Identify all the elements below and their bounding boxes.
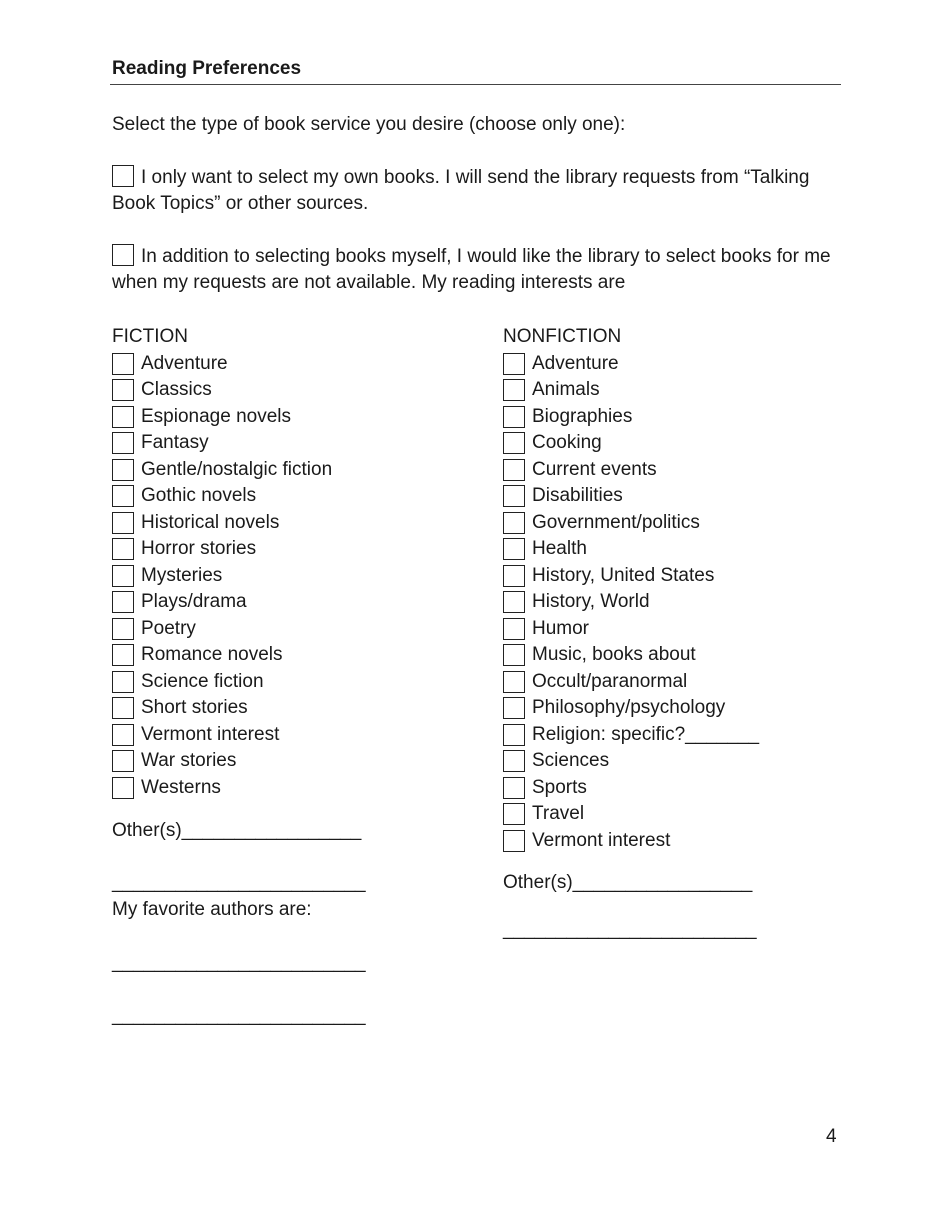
nonfiction-column: [503, 324, 759, 854]
checkbox[interactable]: [503, 485, 525, 507]
nonfiction-item-history-world[interactable]: [503, 589, 759, 616]
fiction-item-gentle-nostalgic-fiction[interactable]: [112, 457, 332, 484]
service-option-own-books: [112, 165, 832, 217]
fiction-item-label: Westerns: [141, 776, 221, 798]
checkbox[interactable]: [503, 406, 525, 428]
fiction-item-label: Mysteries: [141, 564, 223, 586]
service-option-own-books-label: I only want to select my own books. I will send the library requests from “Talking Book Topics” or other sources.: [112, 167, 810, 214]
page-title: Reading Preferences: [112, 58, 302, 79]
checkbox[interactable]: [503, 830, 525, 852]
fiction-item-adventure[interactable]: [112, 351, 332, 378]
checkbox[interactable]: [112, 353, 134, 375]
checkbox[interactable]: [112, 644, 134, 666]
fiction-item-war-stories[interactable]: [112, 748, 332, 775]
checkbox[interactable]: [503, 644, 525, 666]
nonfiction-item-government-politics[interactable]: [503, 510, 759, 537]
checkbox[interactable]: [503, 565, 525, 587]
nonfiction-item-history-united-states[interactable]: [503, 563, 759, 590]
checkbox[interactable]: [112, 671, 134, 693]
favorite-authors-line-2[interactable]: ________________________: [112, 1005, 366, 1026]
page-number: 4: [826, 1126, 837, 1147]
favorite-authors-line-1[interactable]: ________________________: [112, 952, 366, 973]
fiction-item-mysteries[interactable]: [112, 563, 332, 590]
service-option-own-books-checkbox[interactable]: [112, 165, 134, 187]
checkbox[interactable]: [503, 671, 525, 693]
checkbox[interactable]: [112, 432, 134, 454]
fiction-item-label: Gothic novels: [141, 485, 257, 506]
nonfiction-item-label: Philosophy/psychology: [532, 697, 726, 718]
fiction-item-label: Short stories: [141, 697, 248, 718]
checkbox[interactable]: [503, 512, 525, 534]
checkbox[interactable]: [112, 565, 134, 587]
fiction-item-label: Poetry: [141, 617, 196, 639]
favorite-authors-label: My favorite authors are:: [112, 899, 312, 920]
service-option-library-selects-checkbox[interactable]: [112, 244, 134, 266]
checkbox[interactable]: [503, 353, 525, 375]
checkbox[interactable]: [503, 459, 525, 481]
nonfiction-item-label: Animals: [532, 379, 600, 400]
fiction-item-label: Espionage novels: [141, 405, 291, 427]
nonfiction-item-vermont-interest[interactable]: [503, 828, 759, 855]
fiction-list: [112, 351, 332, 802]
fiction-item-label: Plays/drama: [141, 591, 247, 612]
fiction-item-westerns[interactable]: [112, 775, 332, 802]
checkbox[interactable]: [112, 459, 134, 481]
title-rule: [110, 84, 841, 85]
nonfiction-heading: NONFICTION: [503, 326, 622, 347]
fiction-heading: FICTION: [112, 326, 188, 347]
nonfiction-item-travel[interactable]: [503, 801, 759, 828]
checkbox[interactable]: [503, 750, 525, 772]
nonfiction-list: [503, 351, 759, 855]
fiction-item-romance-novels[interactable]: [112, 642, 332, 669]
checkbox[interactable]: [112, 379, 134, 401]
fiction-item-label: Fantasy: [141, 432, 209, 453]
fiction-item-label: Horror stories: [141, 538, 257, 559]
fiction-item-label: Historical novels: [141, 511, 280, 533]
fiction-column: [112, 324, 332, 801]
checkbox[interactable]: [503, 724, 525, 746]
fiction-item-label: Adventure: [141, 352, 228, 374]
nonfiction-item-label: Current events: [532, 458, 657, 480]
fiction-item-poetry[interactable]: [112, 616, 332, 643]
checkbox[interactable]: [503, 618, 525, 640]
nonfiction-item-music-books-about[interactable]: [503, 642, 759, 669]
checkbox[interactable]: [503, 697, 525, 719]
nonfiction-item-disabilities[interactable]: [503, 483, 759, 510]
fiction-item-label: War stories: [141, 750, 237, 771]
checkbox[interactable]: [112, 697, 134, 719]
fiction-item-historical-novels[interactable]: [112, 510, 332, 537]
checkbox[interactable]: [503, 591, 525, 613]
nonfiction-item-sports[interactable]: [503, 775, 759, 802]
nonfiction-item-label: Disabilities: [532, 485, 623, 506]
checkbox[interactable]: [503, 379, 525, 401]
nonfiction-item-label: Sciences: [532, 750, 610, 771]
checkbox[interactable]: [112, 591, 134, 613]
nonfiction-item-animals[interactable]: [503, 377, 759, 404]
checkbox[interactable]: [112, 618, 134, 640]
fiction-item-label: Romance novels: [141, 644, 283, 665]
nonfiction-item-label: Music, books about: [532, 644, 696, 665]
nonfiction-others-field[interactable]: Other(s)_________________: [503, 872, 753, 893]
nonfiction-others-line[interactable]: ________________________: [503, 919, 757, 940]
fiction-item-espionage-novels[interactable]: [112, 404, 332, 431]
checkbox[interactable]: [503, 803, 525, 825]
checkbox[interactable]: [112, 724, 134, 746]
checkbox[interactable]: [112, 750, 134, 772]
nonfiction-item-label: Humor: [532, 617, 590, 639]
fiction-item-vermont-interest[interactable]: [112, 722, 332, 749]
nonfiction-item-label: History, World: [532, 591, 650, 612]
checkbox[interactable]: [503, 538, 525, 560]
nonfiction-item-label: Cooking: [532, 432, 602, 453]
fiction-others-field[interactable]: Other(s)_________________: [112, 820, 362, 841]
checkbox[interactable]: [112, 538, 134, 560]
intro-text: Select the type of book service you desire (choose only one):: [112, 114, 626, 135]
service-option-library-selects: [112, 244, 832, 296]
fiction-item-short-stories[interactable]: [112, 695, 332, 722]
nonfiction-item-label: Adventure: [532, 352, 619, 374]
nonfiction-item-religion-specific[interactable]: [503, 722, 759, 749]
fiction-item-label: Science fiction: [141, 670, 264, 692]
checkbox[interactable]: [503, 777, 525, 799]
checkbox[interactable]: [112, 406, 134, 428]
nonfiction-item-occult-paranormal[interactable]: [503, 669, 759, 696]
nonfiction-item-label: Biographies: [532, 405, 633, 427]
nonfiction-item-health[interactable]: [503, 536, 759, 563]
nonfiction-item-sciences[interactable]: [503, 748, 759, 775]
fiction-item-label: Vermont interest: [141, 723, 280, 745]
fiction-item-horror-stories[interactable]: [112, 536, 332, 563]
checkbox[interactable]: [112, 777, 134, 799]
fiction-item-science-fiction[interactable]: [112, 669, 332, 696]
fiction-item-fantasy[interactable]: [112, 430, 332, 457]
nonfiction-item-label: Occult/paranormal: [532, 670, 688, 692]
nonfiction-item-label: Health: [532, 538, 587, 559]
service-option-library-selects-label: In addition to selecting books myself, I would like the library to select books for me when my requests are not available. My reading interests are: [112, 246, 831, 293]
nonfiction-item-adventure[interactable]: [503, 351, 759, 378]
fiction-item-label: Classics: [141, 379, 212, 400]
nonfiction-item-cooking[interactable]: [503, 430, 759, 457]
nonfiction-item-biographies[interactable]: [503, 404, 759, 431]
fiction-item-classics[interactable]: [112, 377, 332, 404]
fiction-others-line[interactable]: ________________________: [112, 872, 366, 893]
checkbox[interactable]: [112, 512, 134, 534]
nonfiction-item-label: Vermont interest: [532, 829, 671, 851]
nonfiction-item-label: Government/politics: [532, 511, 700, 533]
fiction-item-label: Gentle/nostalgic fiction: [141, 458, 333, 480]
checkbox[interactable]: [112, 485, 134, 507]
nonfiction-item-label: History, United States: [532, 564, 715, 586]
nonfiction-item-label: Religion: specific?_______: [532, 723, 760, 745]
nonfiction-item-label: Sports: [532, 776, 587, 798]
nonfiction-item-philosophy-psychology[interactable]: [503, 695, 759, 722]
nonfiction-item-humor[interactable]: [503, 616, 759, 643]
fiction-item-plays-drama[interactable]: [112, 589, 332, 616]
nonfiction-item-label: Travel: [532, 803, 585, 824]
fiction-item-gothic-novels[interactable]: [112, 483, 332, 510]
nonfiction-item-current-events[interactable]: [503, 457, 759, 484]
checkbox[interactable]: [503, 432, 525, 454]
